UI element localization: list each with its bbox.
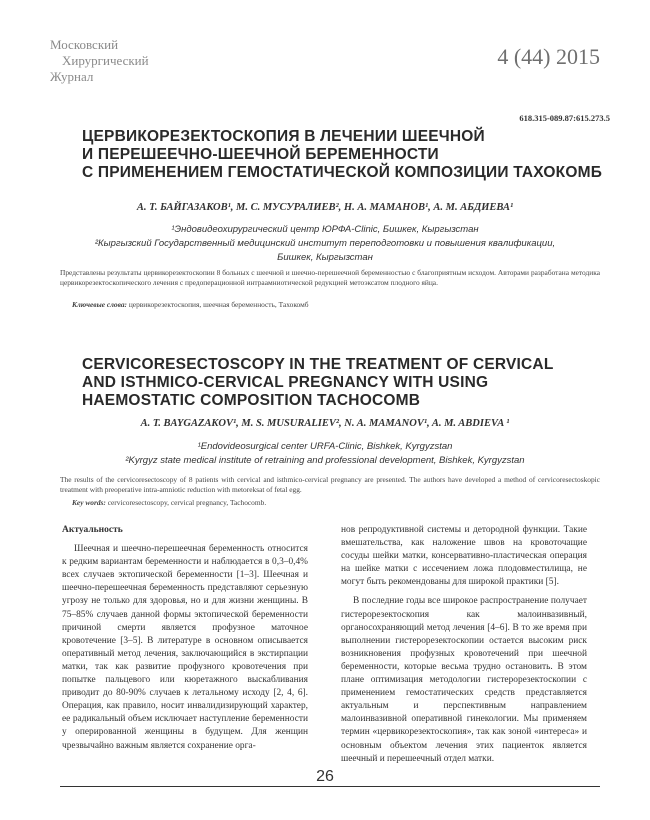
en-affiliation-1: ¹Endovideosurgical center URFA-Clinic, Bishkek, Kyrgyzstan: [197, 441, 453, 452]
en-title: [82, 356, 602, 410]
ru-title-line: С ПРИМЕНЕНИЕМ ГЕМОСТАТИЧЕСКОЙ КОМПОЗИЦИИ ТАХОКОМБ: [82, 164, 603, 181]
ru-authors: А. Т. БАЙГАЗАКОВ¹, М. С. МУСУРАЛИЕВ², Н. А. МАМАНОВ¹, А. М. АБДИЕВА¹: [136, 202, 514, 213]
en-title-line: CERVICORESECTOSCOPY IN THE TREATMENT OF CERVICAL: [82, 356, 554, 373]
ru-affiliation-1: ¹Эндовидеохирургический центр ЮРФА-Clinic, Бишкек, Кыргызстан: [171, 224, 479, 235]
ru-title-line: ЦЕРВИКОРЕЗЕКТОСКОПИЯ В ЛЕЧЕНИИ ШЕЕЧНОЙ: [82, 128, 485, 145]
issue-number: 4 (44) 2015: [497, 44, 600, 69]
ru-abstract: Представлены результаты цервикорезектоскопии 8 больных с шеечной и шеечно-перешеечной беременностью с благоприятным исходом. Авторами разработана методика цервикорезектоскопического лечения с предоперационной интраамниотической редукцией метоэксатом плодного яйца.: [60, 268, 600, 287]
ru-affiliation-2-city: Бишкек, Кыргызстан: [277, 252, 373, 263]
en-keywords-label: Key words:: [72, 498, 106, 507]
footer-rule: [60, 786, 600, 787]
body-paragraph: В последние годы все широкое распространение получает гистерорезектоскопия как малоинвазивный, органосохраняющий метод лечения [4–6]. В то же время при выполнении гистерорезектоскопии остается высоким риск возникновения профузных кровотечений при шеечной беременности, которые весьма трудно остановить. В этом плане оптимизация методологии гистерорезектоскопии с применением гемостатических средств представляется актуальным и перспективным направлением малоинвазивной оперативной гинекологии. Мы применяем термин «цервикорезектоскопия», так как зоной «интереса» и основным объектом лечения этих пациенток является шеечный и перешеечный отдел матки.: [341, 596, 587, 764]
ru-keywords-label: Ключевые слова:: [72, 300, 127, 309]
ru-affiliation-2: ²Кыргызский Государственный медицинский институт переподготовки и повышения квалификации,: [94, 238, 556, 249]
ru-keywords: [72, 300, 309, 309]
en-title-line: HAEMOSTATIC COMPOSITION TACHOCOMB: [82, 392, 421, 409]
body-paragraph: нов репродуктивной системы и детородной функции. Такие вмешательства, как наложение швов на кровоточащие сосуды шейки матки, консервативно-пластическая операция на шейке матки с иссечением ложа плодовместилища, не могут быть рекомендованы для широкой практики [5].: [341, 525, 587, 588]
en-keywords: [72, 498, 266, 507]
section-heading: Актуальность: [62, 525, 123, 535]
en-affiliation-2: ²Kyrgyz state medical institute of retraining and professional development, Bishkek, Kyrgyzstan: [125, 455, 525, 466]
en-keywords-text: cervicoresectoscopy, cervical pregnancy, Tachocomb.: [105, 498, 267, 507]
journal-logo: [50, 36, 200, 96]
en-authors: A. T. BAYGAZAKOV¹, M. S. MUSURALIEV², N. A. MAMANOV¹, A. M. ABDIEVA ¹: [140, 418, 510, 429]
body-right-column: [341, 524, 587, 766]
journal-name-line3: Журнал: [50, 69, 94, 84]
journal-name-line2: Хирургический: [62, 53, 149, 68]
journal-name-line1: Московский: [50, 37, 119, 52]
page-number: 26: [316, 768, 334, 785]
en-abstract: The results of the cervicoresectoscopy of 8 patients with cervical and isthmico-cervical pregnancy are presented. The authors have developed a method of cervicoresectoskopic treatment with preoperative intra-amniotic reduction with metoreksat of fetal egg.: [60, 475, 600, 494]
ru-title-line: И ПЕРЕШЕЕЧНО-ШЕЕЧНОЙ БЕРЕМЕННОСТИ: [82, 146, 439, 163]
en-title-line: AND ISTHMICO-CERVICAL PREGNANCY WITH USING: [82, 374, 489, 391]
body-paragraph: Шеечная и шеечно-перешеечная беременность относится к редким вариантам беременности и наблюдается в 0,3–0,4% всех случаев эктопической беременности [1–3]. Шеечная и шеечно-перешеечная беременность представляют серьезную угрозу не только для здоровья, но и для жизни женщины. В 75–85% случаев данной формы эктопической беременности причиной смерти является профузное маточное кровотечение [3–5]. В литературе в основном описывается оперативный метод лечения, заключающийся в экстирпации матки, так как развитие профузного кровотечения при попытке пальцевого или кюретажного выскабливания приводит до 80-90% случаев к летальному исходу [2, 4, 6]. Операция, как правило, носит инвалидизирующий характер, ее радикальный объем исключает наступление беременности у оперированной женщины в будущем. Для женщин чрезвычайно важным является сохранение орга-: [62, 544, 308, 751]
body-left-column: [62, 524, 308, 753]
ru-title: [82, 128, 602, 182]
udc-code: 618.315-089.87:615.273.5: [519, 113, 610, 123]
ru-keywords-text: цервикорезектоскопия, шеечная беременность, Тахокомб: [127, 300, 309, 309]
